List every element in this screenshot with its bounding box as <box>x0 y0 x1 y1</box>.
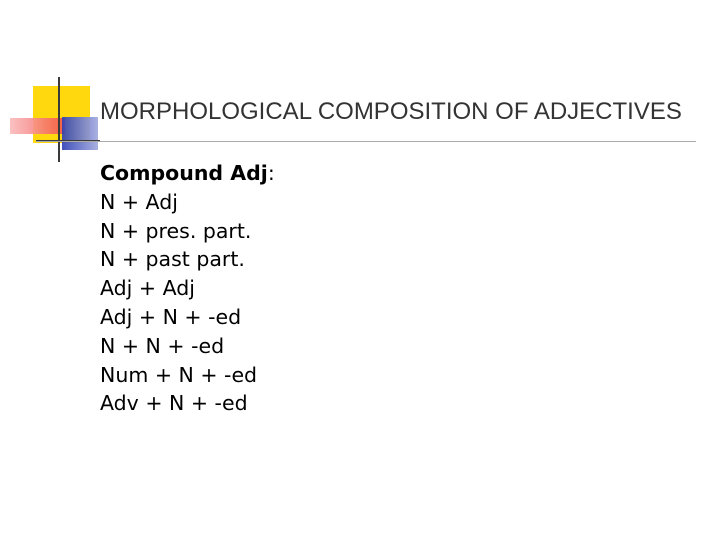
pattern-item: Num + N + -ed <box>100 362 258 387</box>
slide-body <box>100 159 275 418</box>
pattern-item: N + Adj <box>100 189 178 214</box>
section-heading-colon: : <box>267 161 275 185</box>
decoration-blue-square-fade <box>62 117 98 150</box>
decoration-red-bar-fade <box>10 118 65 134</box>
pattern-item: Adj + Adj <box>100 276 195 301</box>
title-underline-rule <box>36 141 696 142</box>
section-heading-label: Compound Adj <box>100 161 268 185</box>
pattern-item: N + N + -ed <box>100 333 225 358</box>
slide-title: MORPHOLOGICAL COMPOSITION OF ADJECTIVES <box>100 98 682 125</box>
pattern-item: Adj + N + -ed <box>100 304 242 329</box>
section-heading <box>100 159 275 188</box>
pattern-item: Adv + N + -ed <box>100 391 248 416</box>
title-decoration-graphic <box>0 0 120 170</box>
pattern-item: N + past part. <box>100 247 245 272</box>
pattern-item: N + pres. part. <box>100 218 252 243</box>
